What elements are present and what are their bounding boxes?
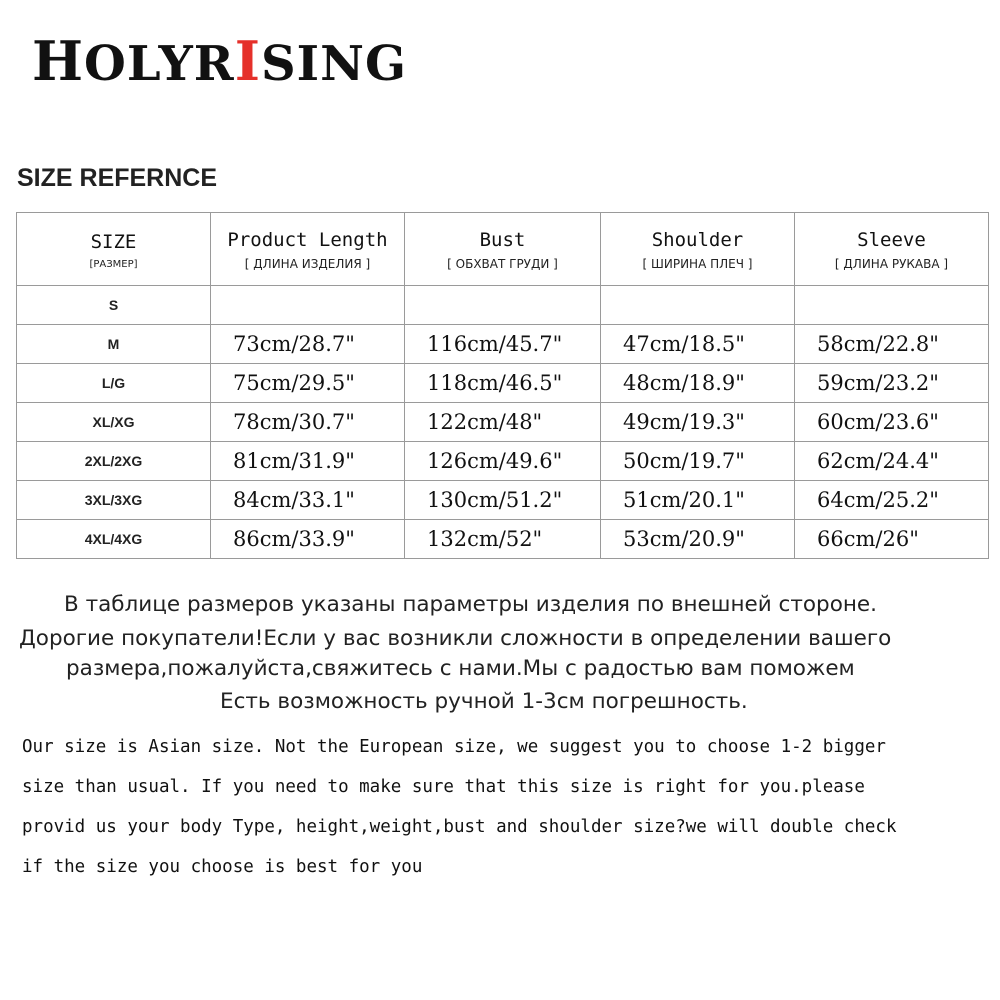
header-sleeve bbox=[795, 213, 989, 286]
shoulder-value: 47cm/18.5" bbox=[601, 325, 795, 364]
bust-value: 118cm/46.5" bbox=[405, 364, 601, 403]
logo-initial: H bbox=[32, 29, 85, 93]
length-value: 73cm/28.7" bbox=[211, 325, 405, 364]
table-header-row bbox=[17, 213, 989, 286]
header-sub: [РАЗМЕР] bbox=[89, 258, 138, 270]
length-value: 84cm/33.1" bbox=[211, 481, 405, 520]
sleeve-value: 62cm/24.4" bbox=[795, 442, 989, 481]
shoulder-value: 50cm/19.7" bbox=[601, 442, 795, 481]
bust-value: 116cm/45.7" bbox=[405, 325, 601, 364]
russian-note-line: размера,пожалуйста,свяжитесь с нами.Мы с радостью вам поможем bbox=[66, 656, 855, 681]
bust-value: 132cm/52" bbox=[405, 520, 601, 559]
shoulder-value: 48cm/18.9" bbox=[601, 364, 795, 403]
english-note-line: Our size is Asian size. Not the European size, we suggest you to choose 1-2 bigger bbox=[22, 737, 886, 757]
size-label: M bbox=[17, 325, 211, 364]
logo-text-part1: OLYR bbox=[84, 36, 235, 92]
size-label: L/G bbox=[17, 364, 211, 403]
brand-logo bbox=[32, 29, 407, 93]
section-title: SIZE REFERNCE bbox=[17, 164, 218, 192]
table-row bbox=[17, 364, 989, 403]
sleeve-value: 59cm/23.2" bbox=[795, 364, 989, 403]
header-main: Shoulder bbox=[651, 229, 744, 251]
table-row bbox=[17, 442, 989, 481]
russian-note-line: Дорогие покупатели!Если у вас возникли сложности в определении вашего bbox=[19, 626, 892, 651]
size-table bbox=[16, 212, 989, 559]
bust-value: 130cm/51.2" bbox=[405, 481, 601, 520]
sleeve-value: 58cm/22.8" bbox=[795, 325, 989, 364]
header-bust bbox=[405, 213, 601, 286]
size-label: S bbox=[17, 286, 211, 325]
bust-value: 122cm/48" bbox=[405, 403, 601, 442]
shoulder-value bbox=[601, 286, 795, 325]
english-note-line: if the size you choose is best for you bbox=[22, 857, 423, 877]
english-note-line: provid us your body Type, height,weight,bust and shoulder size?we will double check bbox=[22, 817, 897, 837]
bust-value bbox=[405, 286, 601, 325]
sleeve-value: 64cm/25.2" bbox=[795, 481, 989, 520]
size-label: 2XL/2XG bbox=[17, 442, 211, 481]
length-value: 81cm/31.9" bbox=[211, 442, 405, 481]
table-row bbox=[17, 481, 989, 520]
sleeve-value: 60cm/23.6" bbox=[795, 403, 989, 442]
size-label: 4XL/4XG bbox=[17, 520, 211, 559]
english-note-line: size than usual. If you need to make sure that this size is right for you.please bbox=[22, 777, 865, 797]
header-sub: [ ОБХВАТ ГРУДИ ] bbox=[447, 257, 558, 271]
header-sub: [ ШИРИНА ПЛЕЧ ] bbox=[642, 257, 753, 271]
header-size bbox=[17, 213, 211, 286]
size-label: 3XL/3XG bbox=[17, 481, 211, 520]
header-sub: [ ДЛИНА РУКАВА ] bbox=[834, 257, 949, 271]
sleeve-value bbox=[795, 286, 989, 325]
header-main: Product Length bbox=[227, 229, 388, 251]
shoulder-value: 51cm/20.1" bbox=[601, 481, 795, 520]
header-main: Bust bbox=[479, 229, 526, 251]
size-label: XL/XG bbox=[17, 403, 211, 442]
sleeve-value: 66cm/26" bbox=[795, 520, 989, 559]
logo-accent-letter: I bbox=[234, 29, 261, 93]
shoulder-value: 53cm/20.9" bbox=[601, 520, 795, 559]
header-main: SIZE bbox=[90, 230, 137, 253]
bust-value: 126cm/49.6" bbox=[405, 442, 601, 481]
length-value: 78cm/30.7" bbox=[211, 403, 405, 442]
russian-note-line: В таблице размеров указаны параметры изделия по внешней стороне. bbox=[64, 592, 877, 617]
table-row bbox=[17, 520, 989, 559]
length-value: 75cm/29.5" bbox=[211, 364, 405, 403]
table-row bbox=[17, 403, 989, 442]
length-value bbox=[211, 286, 405, 325]
header-main: Sleeve bbox=[857, 229, 926, 251]
logo-text-part2: SING bbox=[260, 36, 407, 92]
header-sub: [ ДЛИНА ИЗДЕЛИЯ ] bbox=[244, 257, 371, 271]
russian-note-line: Есть возможность ручной 1-3см погрешность. bbox=[220, 689, 748, 714]
shoulder-value: 49cm/19.3" bbox=[601, 403, 795, 442]
length-value: 86cm/33.9" bbox=[211, 520, 405, 559]
table-row bbox=[17, 325, 989, 364]
header-product-length bbox=[211, 213, 405, 286]
table-row bbox=[17, 286, 989, 325]
header-shoulder bbox=[601, 213, 795, 286]
